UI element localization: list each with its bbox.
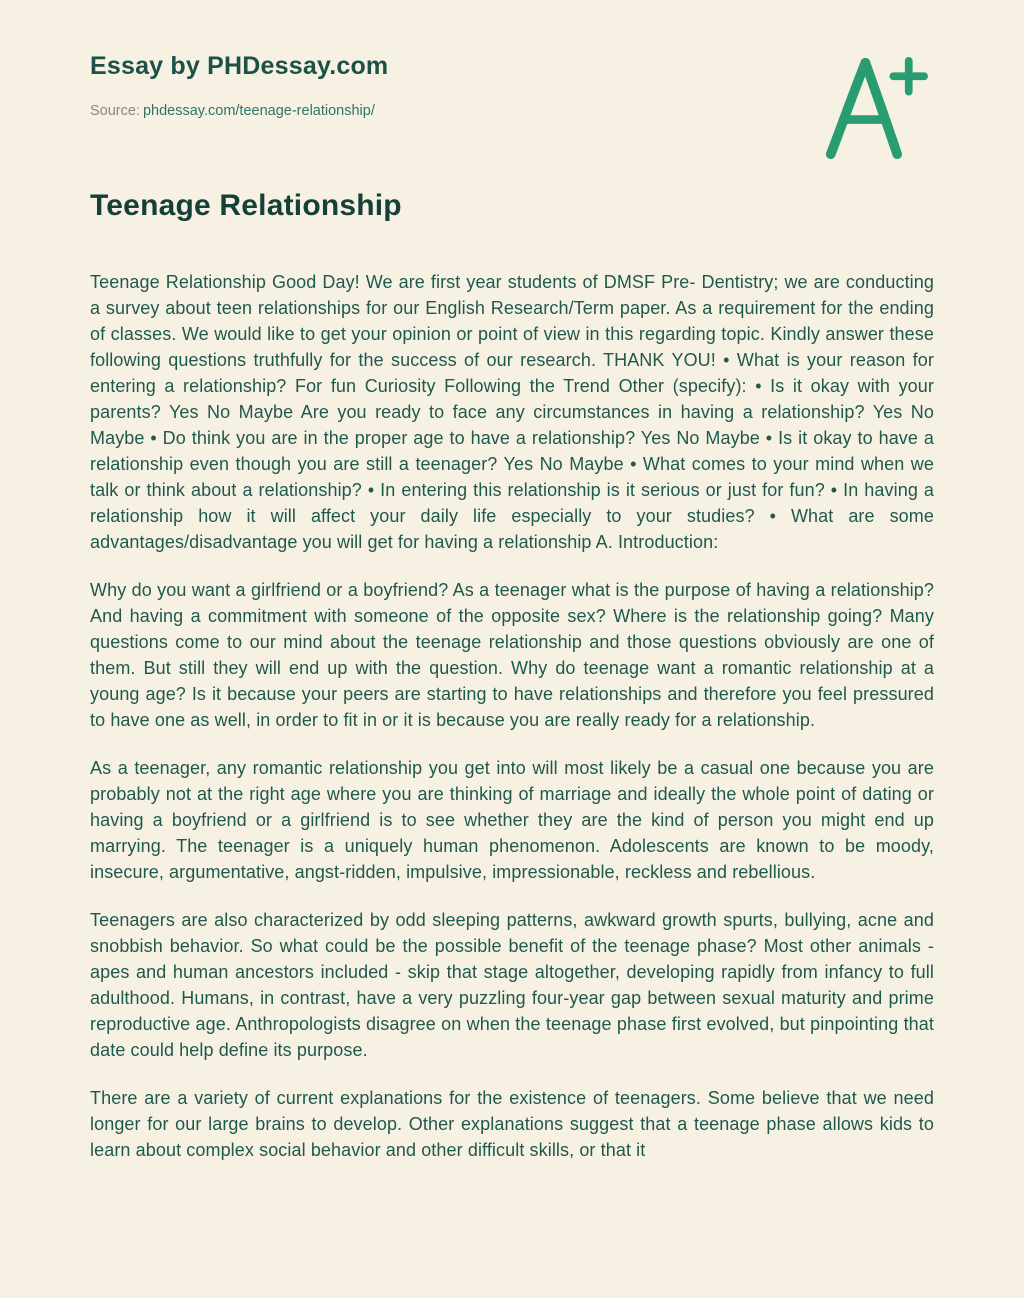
source-link[interactable]: phdessay.com/teenage-relationship/: [142, 103, 375, 119]
essay-title: Teenage Relationship: [90, 189, 402, 222]
a-plus-logo-icon: [824, 52, 928, 164]
essay-paragraph-4: Teenagers are also characterized by odd sleeping patterns, awkward growth spurts, bullying, acne and snobbish behavior. So what could be the possible benefit of the teenage phase? Most other animals - apes and human ancestors included - skip that stage altogether, developing rapidly from infancy to full adulthood. Humans, in contrast, have a very puzzling four-year gap between sexual maturity and prime reproductive age. Anthropologists disagree on when the teenage phase first evolved, but pinpointing that date could help define its purpose.: [90, 910, 934, 1060]
essay-paragraph-2: Why do you want a girlfriend or a boyfriend? As a teenager what is the purpose of having a relationship? And having a commitment with someone of the opposite sex? Where is the relationship going? Many questions come to our mind about the teenage relationship and those questions obviously are one of them. But still they will end up with the question. Why do teenage want a romantic relationship at a young age? Is it because your peers are starting to have relationships and therefore you feel pressured to have one as well, in order to fit in or it is because you are really ready for a relationship.: [90, 580, 934, 730]
source-label: Source:: [90, 103, 140, 119]
essay-paragraph-5: There are a variety of current explanations for the existence of teenagers. Some believe that we need longer for our large brains to develop. Other explanations suggest that a teenage phase allows kids to learn about complex social behavior and other difficult skills, or that it: [90, 1088, 934, 1160]
essay-paragraph-3: As a teenager, any romantic relationship you get into will most likely be a casual one because you are probably not at the right age where you are thinking of marriage and ideally the whole point of dating or having a boyfriend or a girlfriend is to see whether they are the kind of person you might end up marrying. The teenager is a uniquely human phenomenon. Adolescents are known to be moody, insecure, argumentative, angst-ridden, impulsive, impressionable, reckless and rebellious.: [90, 758, 934, 882]
page-header-title: Essay by PHDessay.com: [90, 52, 389, 80]
essay-paragraph-1: Teenage Relationship Good Day! We are first year students of DMSF Pre- Dentistry; we are conducting a survey about teen relationships for our English Research/Term paper. As a requirement for the ending of classes. We would like to get your opinion or point of view in this regarding topic. Kindly answer these following questions truthfully for the success of our research. THANK YOU! • What is your reason for entering a relationship? For fun Curiosity Following the Trend Other (specify): • Is it okay with your parents? Yes No Maybe Are you ready to face any circumstances in having a relationship? Yes No Maybe • Do think you are in the proper age to have a relationship? Yes No Maybe • Is it okay to have a relationship even though you are still a teenager? Yes No Maybe • What comes to your mind when we talk or think about a relationship? • In entering this relationship is it serious or just for fun? • In having a relationship how it will affect your daily life especially to your studies? • What are some advantages/disadvantage you will get for having a relationship A. Introduction:: [90, 272, 934, 552]
source-line: [90, 103, 934, 119]
a-plus-logo: [824, 52, 928, 164]
essay-body: [90, 269, 934, 1163]
